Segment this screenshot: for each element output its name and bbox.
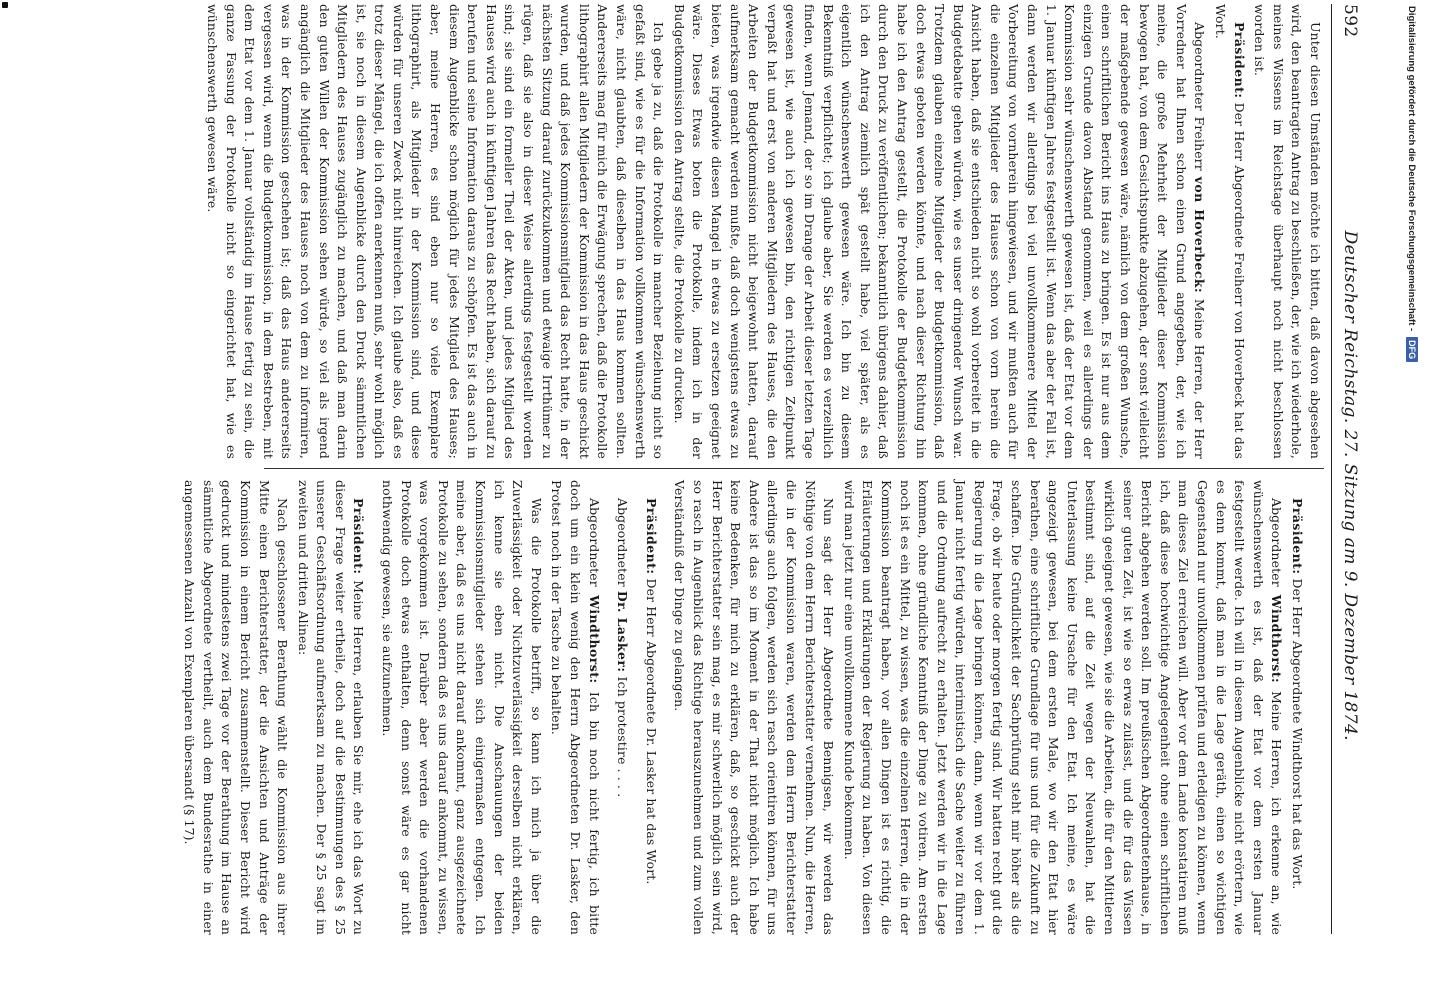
- speaker-name: Präsident:: [1231, 22, 1247, 99]
- paragraph: [1250, 4, 1324, 459]
- paragraph: [293, 480, 367, 935]
- paragraph-text: Der Herr Abgeordnete Freiherr von Hoverbeck hat das Wort.: [1213, 4, 1247, 459]
- paragraph-text: Nun sagt der Herr Abgeordnete Bennigsen, wir werden das Nöthige von dem Herrn Berichterstatter vernehmen. Nun, die Herren, die in der Kommission waren, werden dem Herrn Berichterstatter allerdings auch folgen, werden sich rasch orientiren können, für uns Andere ist das so im Moment in der That nicht möglich. Ich habe keine Bedenken, für mich zu erklären, daß, so geschickt auch der Herr Berichterstatter sein mag, es mir schwerlich möglich sein wird, so rasch in Augenblick das Richtige herauszunehmen und zum vollen Verständniß der Dinge zu gelangen.: [672, 480, 837, 935]
- paragraph: [180, 480, 292, 935]
- speaker-name: Windthorst:: [1269, 594, 1285, 684]
- header-rule: [1331, 4, 1332, 934]
- paragraph: [669, 4, 1208, 459]
- left-column: [204, 4, 1324, 459]
- paragraph-text: Unter diesen Umständen möchte ich bitten, daß davon abgesehen wird, den beantragten Antrag zu beschließen, der, wie ich wiederhole, meines Wissens im Reichstage überhaupt noch nicht beschlossen worden ist.: [1252, 4, 1323, 459]
- paragraph-text: Der Herr Abgeordnete Dr. Lasker hat das Wort.: [643, 574, 659, 885]
- speaker-name: Präsident:: [351, 498, 367, 575]
- digitization-credit-text: [1405, 6, 1418, 996]
- speaker-name: Dr. Lasker:: [615, 590, 631, 673]
- paragraph: [839, 480, 1285, 935]
- paragraph-text: Meine Herren, ich erkenne an, wie wünschenswerth es ist, daß der Etat vor dem ersten Januar festgestellt werde. Ich will in diesem Augenblicke nicht erörtern, wie es denn kommt, daß man in die Lage geräth, einen so wichtigen Gegenstand nur unvollkommen prüfen und erledigen zu können, wenn man dieses Ziel erreichen will. Aber vor dem Lande konstatiren muß ich, daß diese hochwichtige Angelegenheit ohne einen schriftlichen Bericht abgehen werden soll. Im preußischen Abgeordnetenhause, in seiner guten Zeit, ist wie so erwas zulässt, und die für das Wissen wirklich geeignet gewesen, wie sie die Arbeiten, die für den Mittleren bestimmt sind, auf die Zeit wegen der Neuwahlen, hat die Unterlassung keine Ursache für den Etat. Ich meine, es wäre angezeigt gewesen, bei dem ersten Male, wo wir den Etat hier berathen, eine schriftliche Grundlage für uns und für die Zukunft zu schaffen. Die Gründlichkeit der Sachprüfung steht mir höher als die Frage, ob wir heute oder morgen fertig sind. Wir hatten recht gut die Regierung in die Lage bringen können, dann, wenn wir vor dem 1. Januar nicht fertig würden, interimistisch die Sache weiter zu führen und die Ordnung aufrecht zu erhalten. Jetzt werden wir in die Lage kommen, ohne gründliche Kenntniß der Dinge zu votiren. Am ersten noch ist es ein Mittel, zu wissen, was die einzelnen Herren, die in der Kommission beantragt haben, vor allen Dingen ist es richtig, die Erläuterungen und Erklärungen der Regierung zu haben. Von diesen wird man jetzt nur eine unvollkommene Kunde bekommen.: [841, 480, 1285, 935]
- paragraph: [1210, 4, 1247, 459]
- paragraph-text: Nach geschlossener Berathung wählt die Kommission aus ihrer Mitte einen Berichterstatter, der die Ansichten und Anträge der Kommission in einem Bericht zusammenstellt. Dieser Bericht wird gedruckt und mindestens zwei Tage vor der Berathung im Hause an sämmtliche Abgeordnete vertheilt, auch dem Bundesrathe in einer angemessenen Anzahl von Exemplaren übersandt (§ 17).: [182, 480, 291, 935]
- speaker-prefix: Abgeordneter: [586, 498, 602, 596]
- paragraph: [378, 480, 545, 935]
- paragraph: [670, 480, 837, 935]
- page-number: 592: [1340, 4, 1360, 38]
- speaker-prefix: Abgeordneter Freiherr: [1192, 22, 1208, 177]
- paragraph-text: Ich protestire . . . .: [615, 672, 631, 798]
- speaker-name: Präsident:: [643, 498, 659, 575]
- page-header: [1336, 4, 1360, 934]
- paragraph: [202, 4, 667, 459]
- paragraph-text: Ich bin noch nicht fertig, ich bitte doch um ein klein wenig den Herrn Abgeordneten Dr. Lasker, den Protest noch in der Tasche zu behalten.: [549, 480, 602, 936]
- speaker-name: Präsident:: [1290, 498, 1305, 575]
- column-divider: [264, 468, 1324, 469]
- paragraph: [1287, 480, 1306, 935]
- paragraph-text: Meine Herren, der Herr Vorredner hat Ihnen schon einen Grund angegeben, der, wie ich meine, die große Mehrheit der Mitglieder dieser Kommission bewogen hat, von dem Gesichtspunkte abzugehen, der sonst vielleicht der maßgebende gewesen wäre, nämlich von dem großen Wunsche, einen schriftlichen Bericht ins Haus zu bringen. Es ist nur aus dem einzigen Grunde davon Abstand genommen, weil es allerdings der Kommission sehr wünschenswerth gewesen ist, daß der Etat vor dem 1. Januar künftigen Jahres festgestellt ist. Wenn das aber der Fall ist, dann werden wir allerdings bei viel unvollkommenere Mittel der Vorbereitung von vornherein hingewiesen, und wir mußten auch für die einzelnen Mitglieder des Hauses schon von vorn herein die Ansicht haben, daß sie entschieden nicht so wohl vorbereitet in die Budgetdebatte gehen würden, wie es unser dringender Wunsch war. Trotzdem glauben einzelne Mitglieder der Budgetkommission, daß doch etwas geboten werden könnte, und nach dieser Richtung hin habe ich den Antrag gestellt, die Protokolle der Budgetkommission durch den Druck zu veröffentlichen; bekanntlich übrigens dahier, daß ich den Antrag ziemlich spät gestellt habe, viel später, als es eigentlich wünschenswerth gewesen wäre. Ich bin zu diesem Bekenntniß verpflichtet; ich glaube aber, Sie werden es verzeihlich finden, wenn Jemand, der so im Drange der Arbeit dieser letzten Tage gewesen ist, wie auch ich gewesen bin, den richtigen Zeitpunkt verpaßt hat und erst von anderen Mitgliedern des Hauses, die den Arbeiten der Budgetkommission nicht beigewohnt hatten, darauf aufmerksam gemacht werden mußte, daß doch wenigstens etwas zu bieten, was irgendwie diesen Mangel in etwas zu ersetzen geeignet wäre. Dieses Etwas boten die Protokolle, indem ich in der Budgetkommission den Antrag stellte, die Protokolle zu drucken.: [671, 4, 1208, 459]
- paragraph: [547, 480, 603, 935]
- paragraph-text: Meine Herren, erlauben Sie mir, ehe ich das Wort zu dieser Frage weiter ertheile, doch auf die Bestimmungen des § 25 unserer Geschäftsordnung aufmerksam zu machen. Der § 25 sagt im zweiten und dritten Alinea:: [295, 480, 367, 935]
- paragraph-text: Was die Protokolle betrifft, so kann ich mich ja über die Zuverlässigkeit oder Nichtzuverlässigkeit derselben nicht erklären, ich kenne sie eben nicht. Die Anschauungen der beiden Kommissionsmitglieder stehen sich einigermaßen entgegen. Ich meine aber, daß es uns nicht darauf ankommt, ganz ausgezeichnete Protokolle zu sehen, sondern daß es uns darauf ankommt, zu wissen, was vorgekommen ist. Darüber aber werden die vorhandenen Protokolle doch etwas enthalten, denn sonst wäre es gar nicht nothwendig gewesen, sie aufzunehmen.: [380, 480, 544, 935]
- speaker-prefix: Abgeordneter: [1269, 498, 1285, 595]
- speaker-name: Windthorst:: [586, 595, 602, 684]
- page-title: Deutscher Reichstag. 27. Sitzung am 9. Dezember 1874.: [1340, 230, 1360, 741]
- paragraph-text: Ich gebe ja zu, daß die Protokolle in mancher Beziehung nicht so gefaßt sind, wie es für die Information vollkommen wünschenswerth wäre, nicht glaubten, daß dieselben in das Haus kommen sollten. Andererseits mag für mich die Erwägung sprechen, daß die Protokolle lithographirt allen Mitgliedern der Kommission in das Haus geschickt wurden, und daß jedes Kommissionsmitglied das Recht hatte, in der nächsten Sitzung darauf zurückzukommen und etwaige Irrthümer zu rügen, daß sie also in dieser Weise allerdings festgestellt worden sind; sie sind ein formeller Theil der Akten, und jedes Mitglied des Hauses wird auch in künftigen Jahren das Recht haben, sich darauf zu berufen und seine Information daraus zu schöpfen. Es ist das auch in diesem Augenblicke schon möglich für jedes Mitglied des Hauses; aber, meine Herren, es sind eben nur so viele Exemplare lithographirt, als Mitglieder in der Kommission sind, und diese würden für unseren Zweck nicht hinreichen. Ich glaube also, daß es trotz dieser Mängel, die ich offen anerkennen muß, sehr wohl möglich ist, sie noch in diesem Augenblicke durch den Druck sämmtlichen Mitgliedern des Hauses zugänglich zu machen, und daß man darin den guten Willen der Kommission sehen würde, so viel als irgend angänglich die Mitglieder des Hauses noch von dem zu informiren, was in der Kommission geschehen ist; daß das Haus andererseits vergessen wird, wenn die Budgetkommission, in dem Bestreben, mit dem Etat vor dem 1. Januar vollständig im Hause fertig zu sein, die ganze Fassung der Protokolle nicht so eingerichtet hat, wie es wünschenswerth gewesen wäre.: [204, 4, 667, 459]
- credit-line: Digitalisierung gefördert durch die Deutsche Forschungsgemeinschaft -: [1406, 6, 1417, 332]
- paragraph: [641, 480, 660, 935]
- dfg-logo: DFG: [1406, 337, 1418, 362]
- paragraph: [613, 480, 632, 935]
- speaker-name: von Hoverbeck:: [1192, 176, 1208, 294]
- paragraph-text: Der Herr Abgeordnete Windthorst hat das Wort.: [1290, 574, 1305, 890]
- digitization-credit: [1406, 6, 1427, 996]
- speaker-prefix: Abgeordneter: [615, 498, 631, 591]
- right-column: [182, 480, 1306, 936]
